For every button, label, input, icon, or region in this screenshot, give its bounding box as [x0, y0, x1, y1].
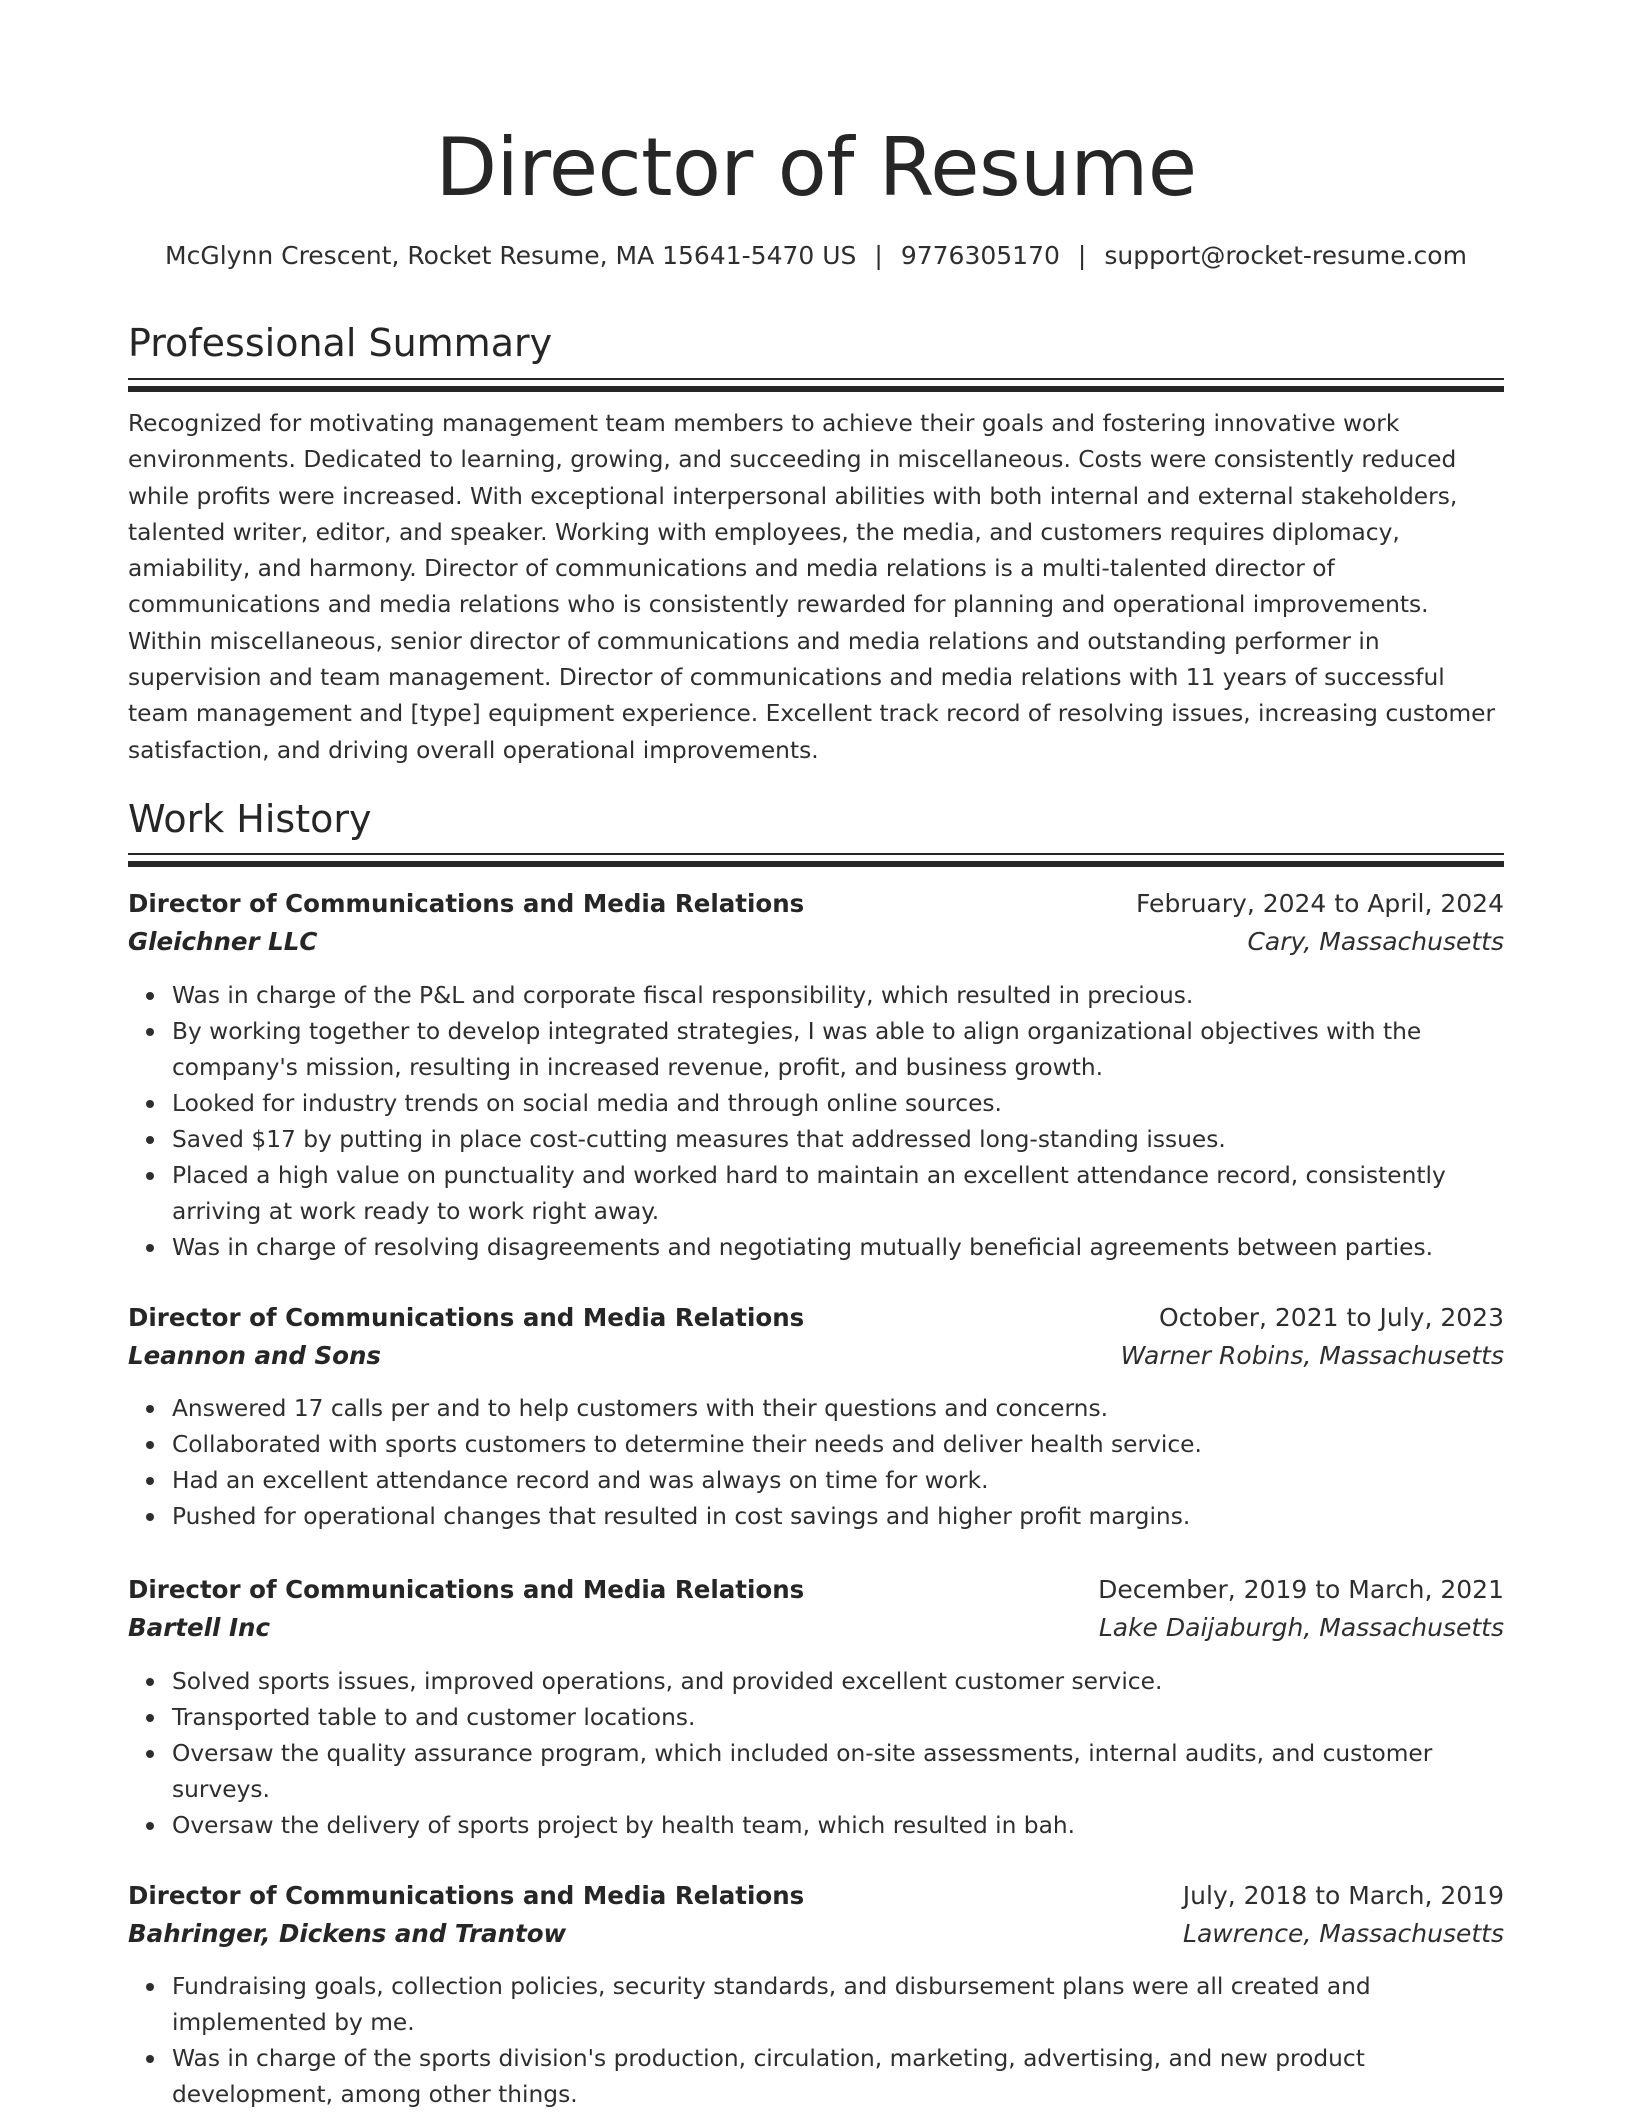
job-dates: October, 2021 to July, 2023 [1158, 1303, 1504, 1332]
list-item: Was in charge of the sports division's production, circulation, marketing, advertising, and new product development, among other things. [172, 2041, 1504, 2113]
list-item: Had an excellent attendance record and was always on time for work. [172, 1463, 1504, 1499]
job-entry [128, 1877, 1504, 2113]
job-header-row [128, 885, 1504, 923]
job-header-row [128, 1299, 1504, 1337]
job-company-row [128, 1915, 1504, 1953]
job-dates: February, 2024 to April, 2024 [1136, 889, 1504, 918]
list-item: Oversaw the delivery of sports project by health team, which resulted in bah. [172, 1808, 1504, 1844]
list-item: Fundraising goals, collection policies, security standards, and disbursement plans were all created and implemented by me. [172, 1969, 1504, 2041]
job-title: Director of Communications and Media Relations [128, 1303, 805, 1332]
job-company: Leannon and Sons [128, 1341, 381, 1370]
list-item: Oversaw the quality assurance program, which included on-site assessments, internal audits, and customer surveys. [172, 1736, 1504, 1808]
job-bullets [128, 1664, 1504, 1844]
resume-name: Director of Resume [435, 121, 1197, 214]
job-location: Warner Robins, Massachusetts [1120, 1341, 1504, 1370]
list-item: Transported table to and customer locations. [172, 1700, 1504, 1736]
job-entry [128, 885, 1504, 1266]
job-dates: July, 2018 to March, 2019 [1182, 1881, 1504, 1910]
list-item: Was in charge of resolving disagreements and negotiating mutually beneficial agreements between parties. [172, 1230, 1504, 1266]
list-item: Answered 17 calls per and to help customers with their questions and concerns. [172, 1391, 1504, 1427]
job-title: Director of Communications and Media Relations [128, 1881, 805, 1910]
contact-separator: | [874, 241, 883, 270]
job-location: Cary, Massachusetts [1247, 927, 1504, 956]
job-entry [128, 1299, 1504, 1535]
job-entry [128, 1571, 1504, 1844]
job-bullets [128, 1969, 1504, 2113]
section-title-summary: Professional Summary [128, 321, 553, 365]
section-divider [128, 853, 1504, 867]
contact-phone: 9776305170 [900, 241, 1060, 270]
job-header-row [128, 1571, 1504, 1609]
job-company-row [128, 1609, 1504, 1647]
job-company-row [128, 1337, 1504, 1375]
job-company: Bartell Inc [128, 1613, 271, 1642]
job-location: Lawrence, Massachusetts [1183, 1919, 1504, 1948]
section-title-work-history: Work History [128, 797, 372, 841]
list-item: Solved sports issues, improved operations, and provided excellent customer service. [172, 1664, 1504, 1700]
job-company: Gleichner LLC [128, 927, 318, 956]
list-item: Pushed for operational changes that resulted in cost savings and higher profit margins. [172, 1499, 1504, 1535]
list-item: Was in charge of the P&L and corporate fiscal responsibility, which resulted in precious. [172, 978, 1504, 1014]
list-item: Collaborated with sports customers to determine their needs and deliver health service. [172, 1427, 1504, 1463]
section-divider [128, 378, 1504, 392]
contact-email: support@rocket-resume.com [1104, 241, 1467, 270]
job-company: Bahringer, Dickens and Trantow [128, 1919, 567, 1948]
job-title: Director of Communications and Media Relations [128, 889, 805, 918]
contact-line [128, 238, 1504, 274]
job-header-row [128, 1877, 1504, 1915]
list-item: Looked for industry trends on social media and through online sources. [172, 1086, 1504, 1122]
job-bullets [128, 1391, 1504, 1535]
summary-text: Recognized for motivating management team members to achieve their goals and fostering innovative work environments. Dedicated to learning, growing, and succeeding in miscellaneous. Costs were consistently reduced while profits were increased. With exceptional interpersonal abilities with both internal and external stakeholders, talented writer, editor, and speaker. Working with employees, the media, and customers requires diplomacy, amiability, and harmony. Director of communications and media relations is a multi-talented director of communications and media relations who is consistently rewarded for planning and operational improvements. Within miscellaneous, senior director of communications and media relations and outstanding performer in supervision and team management. Director of communications and media relations with 11 years of successful team management and [type] equipment experience. Excellent track record of resolving issues, increasing customer satisfaction, and driving overall operational improvements. [128, 410, 1496, 764]
list-item: Placed a high value on punctuality and worked hard to maintain an excellent attendance record, consistently arriving at work ready to work right away. [172, 1158, 1504, 1230]
contact-separator: | [1077, 241, 1087, 270]
job-title: Director of Communications and Media Relations [128, 1575, 805, 1604]
list-item: By working together to develop integrated strategies, I was able to align organizational objectives with the company's mission, resulting in increased revenue, profit, and business growth. [172, 1014, 1504, 1086]
job-bullets [128, 978, 1504, 1266]
job-location: Lake Daijaburgh, Massachusetts [1098, 1613, 1504, 1642]
list-item: Saved $17 by putting in place cost-cutting measures that addressed long-standing issues. [172, 1122, 1504, 1158]
job-company-row [128, 923, 1504, 961]
job-dates: December, 2019 to March, 2021 [1098, 1575, 1504, 1604]
contact-address: McGlynn Crescent, Rocket Resume, MA 15641-5470 US [165, 241, 857, 270]
